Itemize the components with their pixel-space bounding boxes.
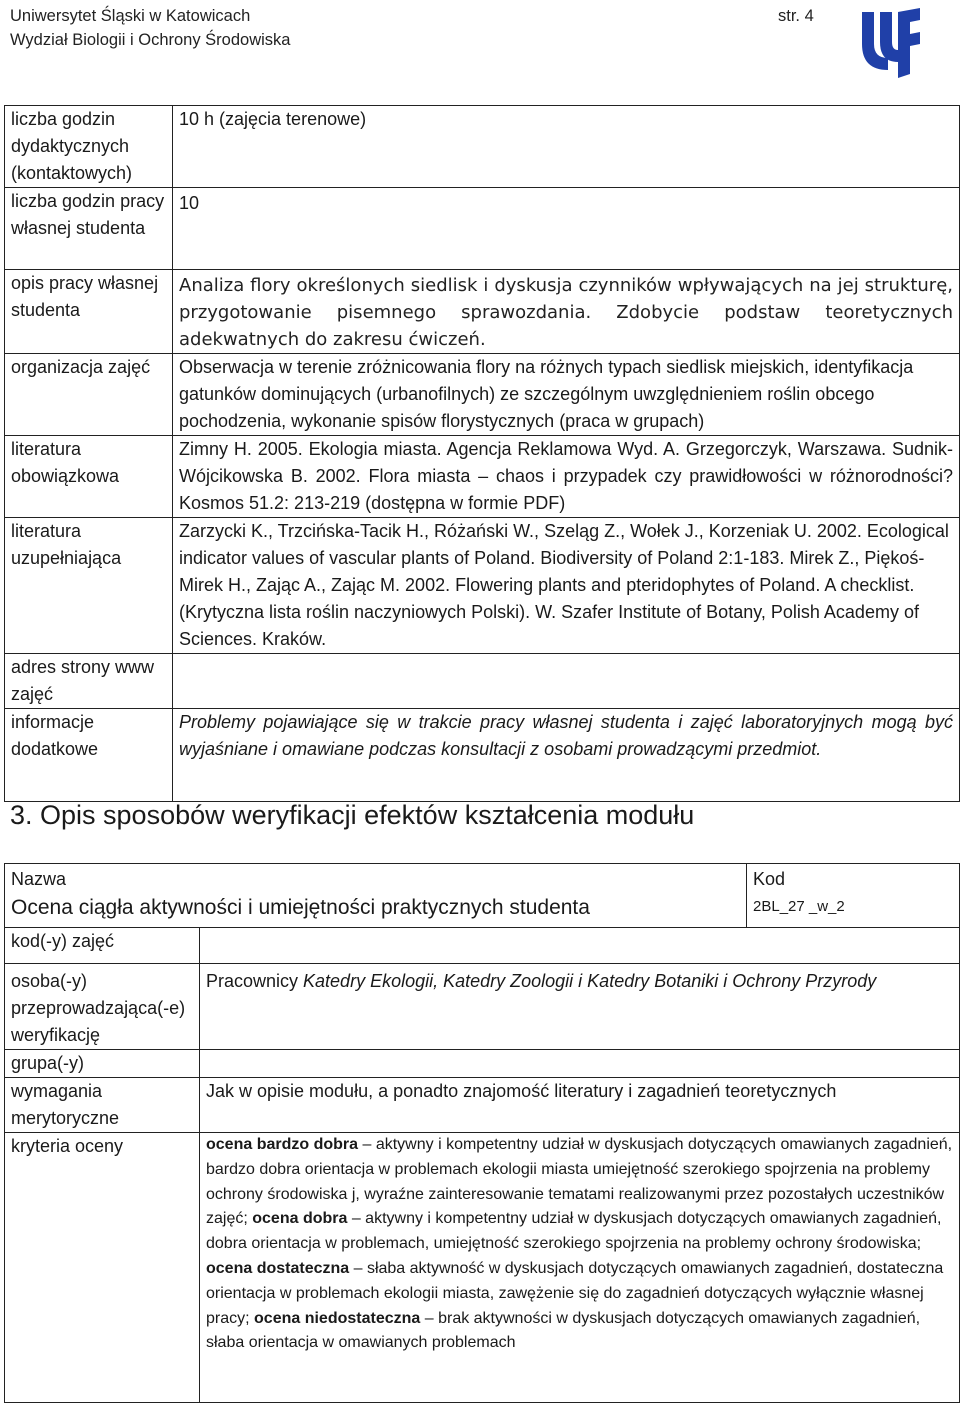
code-value: 2BL_27 _w_2: [753, 898, 845, 915]
label-additional-info: informacje dodatkowe: [5, 709, 173, 802]
university-logo-icon: [858, 4, 922, 80]
value-website: [173, 654, 960, 709]
label-contact-hours: liczba godzin dydaktycznych (kontaktowych): [5, 106, 173, 188]
value-class-organization: Obserwacja w terenie zróżnicowania flory na różnych typach siedlisk miejskich, identyfikacja gatunków dominujących (urbanofilnych) ze szczególnym uwzględnieniem roślin obcego pochodzenia, wykonanie spisów florystycznych (praca w grupach): [173, 354, 960, 436]
name-label: Nazwa: [11, 869, 67, 889]
criteria-text-very-good: – aktywny i kompetentny udział w dyskusjach dotyczących omawianych zagadnień, bardzo dobra orientacja w problemach ekologii miasta umiejętność szerokiego spojrzenia na problemy ochrony środowiska j, wyraźne zainteresowanie tematami realizowanymi przez pozostałych uczestników zajęć;: [206, 1136, 953, 1228]
header-university: Uniwersytet Śląski w Katowicach: [10, 7, 251, 25]
name-cell: [5, 864, 747, 928]
label-self-study-description: opis pracy własnej studenta: [5, 270, 173, 354]
persons-value: [200, 964, 960, 1050]
requirements-label: wymagania merytoryczne: [5, 1078, 200, 1133]
group-label: grupa(-y): [5, 1050, 200, 1078]
value-self-study-hours: 10: [173, 188, 960, 270]
persons-value-plain: Pracownicy: [206, 971, 304, 991]
course-code-label: kod(-y) zajęć: [5, 928, 200, 964]
label-class-organization: organizacja zajęć: [5, 354, 173, 436]
criteria-grade-sufficient: ocena dostateczna: [206, 1259, 350, 1277]
value-self-study-description: Analiza flory określonych siedlisk i dyskusja czynników wpływających na jej strukturę, przygotowanie pisemnego sprawozdania. Zdobycie podstaw teoretycznych adekwatnych do zakresu ćwiczeń.: [173, 270, 960, 354]
criteria-text-good: – aktywny i kompetentny udział w dyskusjach dotyczących omawianych zagadnień, dobra orientacja w problemach, umiejętność szerokiego spojrzenia na problemy ochrony środowiska;: [206, 1210, 942, 1253]
persons-value-italic: Katedry Ekologii, Katedry Zoologii i Katedry Botaniki i Ochrony Przyrody: [303, 971, 877, 991]
name-value: Ocena ciągła aktywności i umiejętności praktycznych studenta: [11, 896, 590, 919]
label-self-study-hours: liczba godzin pracy własnej studenta: [5, 188, 173, 270]
value-supplementary-literature: Zarzycki K., Trzcińska-Tacik H., Różański W., Szeląg Z., Wołek J., Korzeniak U. 2002. Ecological indicator values of vascular plants of Poland. Biodiversity of Poland 2:1-183. Mirek Z., Piękoś-Mirek H., Zając A., Zając M. 2002. Flowering plants and pteridophytes of Poland. A checklist. (Krytyczna lista roślin naczyniowych Polski). W. Szafer Institute of Botany, Polish Academy of Sciences. Kraków.: [173, 518, 960, 654]
value-additional-info: Problemy pojawiające się w trakcie pracy własnej studenta i zajęć laboratoryjnych mogą być wyjaśniane i omawiane podczas konsultacji z osobami prowadzącymi przedmiot.: [173, 709, 960, 802]
persons-label: osoba(-y) przeprowadzająca(-e) weryfikację: [5, 964, 200, 1050]
course-code-value: [200, 928, 960, 964]
label-required-literature: literatura obowiązkowa: [5, 436, 173, 518]
code-cell: [747, 864, 960, 928]
header-faculty: Wydział Biologii i Ochrony Środowiska: [10, 31, 291, 49]
label-website: adres strony www zajęć: [5, 654, 173, 709]
section-heading: 3. Opis sposobów weryfikacji efektów kształcenia modułu: [10, 800, 695, 830]
course-details-table: [4, 105, 960, 802]
criteria-grade-very-good: ocena bardzo dobra: [206, 1136, 359, 1153]
verification-table: [4, 863, 960, 1403]
criteria-text-sufficient: – słaba aktywność w dyskusjach dotyczących omawianych zagadnień, dostateczna orientacja w problemach ekologii miasta, zawężenie się do zagadnień dotyczących wyłącznie własnej pracy;: [206, 1259, 944, 1327]
criteria-text-insufficient: – brak aktywności w dyskusjach dotyczących omawianych zagadnień, słaba orientacja w omawianych problemach: [206, 1309, 921, 1352]
code-label: Kod: [753, 869, 786, 889]
group-value: [200, 1050, 960, 1078]
value-required-literature: Zimny H. 2005. Ekologia miasta. Agencja Reklamowa Wyd. A. Grzegorczyk, Warszawa. Sudnik-Wójcikowska B. 2002. Flora miasta – chaos i przypadek czy prawidłowości w różnorodności? Kosmos 51.2: 213-219 (dostępna w formie PDF): [173, 436, 960, 518]
criteria-grade-good: ocena dobra: [252, 1210, 348, 1228]
label-supplementary-literature: literatura uzupełniająca: [5, 518, 173, 654]
requirements-value: Jak w opisie modułu, a ponadto znajomość literatury i zagadnień teoretycznych: [200, 1078, 960, 1133]
criteria-value: [200, 1133, 960, 1403]
page-number: str. 4: [778, 7, 814, 25]
value-contact-hours: 10 h (zajęcia terenowe): [173, 106, 960, 188]
criteria-grade-insufficient: ocena niedostateczna: [254, 1309, 421, 1327]
criteria-label: kryteria oceny: [5, 1133, 200, 1403]
